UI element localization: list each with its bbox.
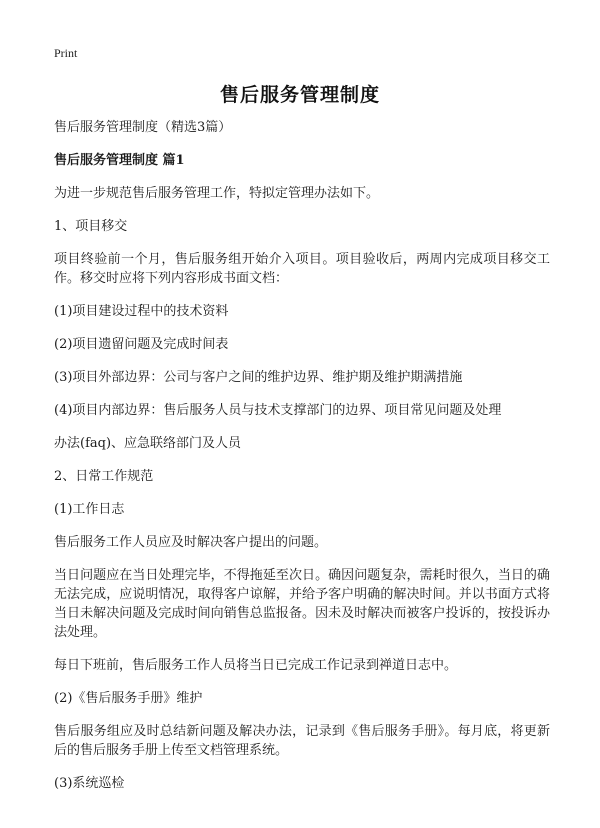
list-item: (3)系统巡检 bbox=[54, 776, 125, 791]
list-item: (1)工作日志 bbox=[54, 502, 125, 517]
list-item: (2)《售后服务手册》维护 bbox=[54, 691, 203, 706]
list-item-continuation: 办法(faq)、应急联络部门及人员 bbox=[54, 436, 242, 451]
paragraph: 售后服务组应及时总结新问题及解决办法，记录到《售后服务手册》。每月底，将更新后的售后服务手册上传至文档管理系统。 bbox=[54, 724, 550, 758]
list-item: (4)项目内部边界：售后服务人员与技术支撑部门的边界、项目常见问题及处理 bbox=[54, 403, 502, 418]
paragraph: 当日问题应在当日处理完毕，不得拖延至次日。确因问题复杂，需耗时很久，当日的确无法完成，应说明情况，取得客户谅解，并给予客户明确的解决时间。并以书面方式将当日未解决问题及完成时间向销售总监报备。因未及时解决而被客户投诉的，按投诉办法处理。 bbox=[54, 568, 550, 640]
document-body bbox=[54, 118, 550, 807]
paragraph: 为进一步规范售后服务管理工作，特拟定管理办法如下。 bbox=[54, 186, 380, 201]
section-title: 售后服务管理制度 篇1 bbox=[54, 153, 185, 168]
print-link[interactable]: Print bbox=[54, 46, 78, 60]
paragraph: 售后服务工作人员应及时解决客户提出的问题。 bbox=[54, 535, 328, 550]
paragraph: 项目终验前一个月，售后服务组开始介入项目。项目验收后，两周内完成项目移交工作。移交时应将下列内容形成书面文档： bbox=[54, 252, 550, 286]
paragraph: 每日下班前，售后服务工作人员将当日已完成工作记录到禅道日志中。 bbox=[54, 658, 458, 673]
list-item: (2)项目遗留问题及完成时间表 bbox=[54, 337, 229, 352]
heading-item: 2、日常工作规范 bbox=[54, 469, 154, 484]
list-item: (3)项目外部边界：公司与客户之间的维护边界、维护期及维护期满措施 bbox=[54, 370, 463, 385]
heading-item: 1、项目移交 bbox=[54, 219, 128, 234]
page-title: 售后服务管理制度 bbox=[219, 84, 380, 106]
list-item: (1)项目建设过程中的技术资料 bbox=[54, 304, 229, 319]
document-intro: 售后服务管理制度（精选3篇） bbox=[54, 120, 232, 135]
